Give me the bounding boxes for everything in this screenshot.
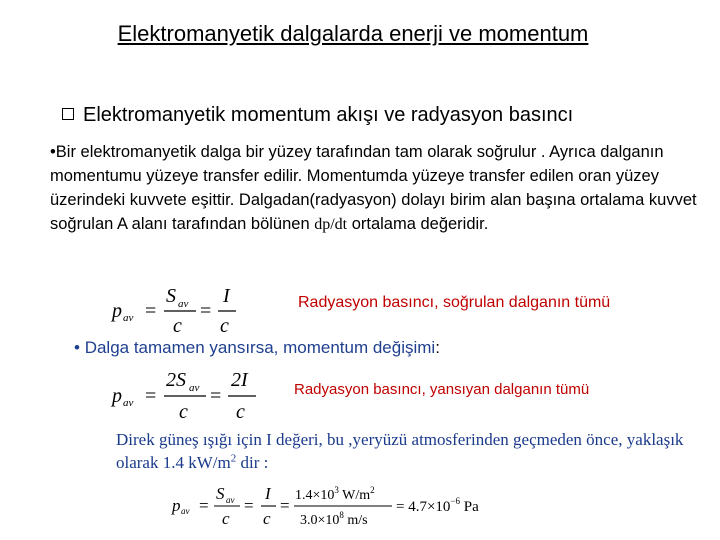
- formula-eq2: =: [210, 385, 222, 407]
- formula-sunlight: [170, 480, 510, 530]
- formula-lhs-sub: av: [123, 312, 134, 324]
- formula-den1: c: [222, 509, 230, 528]
- paragraph-text: Bir elektromanyetik dalga bir yüzey tarafından tam olarak soğrulur . Ayrıca dalganın momentumu yüzeye transfer edilir. Momentumda yüzeye transfer edilen oran yüzey üzerindeki kuvvete eşittir. Dalgadan(radyasyon) dolayı birim alan başına ortalama kuvvet soğrulan A alanı tarafından bölünen: [50, 143, 697, 233]
- formula-reflected: [110, 366, 260, 424]
- formula-num2: 2I: [231, 369, 248, 391]
- paragraph-math: dp/dt: [314, 216, 348, 233]
- formula-lhs-sub: av: [123, 397, 134, 409]
- formula-den3: $3.0\times 10^8$ m/s: [300, 510, 368, 528]
- formula-num1-sub: av: [178, 298, 189, 310]
- formula-absorbed: [110, 282, 240, 338]
- section-heading: [62, 104, 573, 127]
- checkbox-bullet-icon: [62, 108, 74, 120]
- formula-eq3: =: [280, 496, 290, 515]
- formula-num2: I: [223, 285, 230, 307]
- bullet-glyph: •: [74, 338, 80, 357]
- formula-den1: c: [173, 315, 182, 337]
- bullet-reflected: [74, 338, 440, 358]
- formula-den2: c: [220, 315, 229, 337]
- formula-num1-sub: av: [189, 382, 200, 394]
- sunlight-text-end: dir :: [236, 453, 269, 472]
- bullet-reflected-colon: :: [435, 338, 440, 357]
- formula-lhs: p: [112, 385, 122, 407]
- formula-den2: c: [236, 401, 245, 423]
- formula-eq: =: [145, 385, 157, 407]
- formula-num2: I: [265, 484, 271, 503]
- section-heading-text: Elektromanyetik momentum akışı ve radyasyon basıncı: [83, 104, 574, 126]
- formula-eq2: =: [200, 300, 212, 322]
- formula-eq2: =: [244, 496, 254, 515]
- paragraph-text-end: ortalama değeridir.: [347, 215, 489, 233]
- note-absorbed: Radyasyon basıncı, soğrulan dalganın tümü: [298, 294, 611, 311]
- formula-num1: 2S: [166, 369, 186, 391]
- formula-result: = $4.7\times 10^{-6}$ Pa: [396, 496, 479, 515]
- formula-den1: c: [179, 401, 188, 423]
- formula-lhs-sub: av: [181, 506, 190, 516]
- formula-eq: =: [199, 496, 209, 515]
- formula-eq: =: [145, 300, 157, 322]
- note-reflected: Radyasyon basıncı, yansıyan dalganın tümü: [294, 381, 590, 398]
- sunlight-paragraph: [116, 428, 716, 474]
- body-paragraph: [50, 140, 718, 237]
- bullet-reflected-text: Dalga tamamen yansırsa, momentum değişimi: [84, 338, 436, 357]
- formula-lhs: p: [112, 300, 122, 322]
- formula-num1: S: [216, 484, 225, 503]
- page-title: Elektromanyetik dalgalarda enerji ve momentum: [117, 21, 589, 46]
- formula-den2: c: [263, 509, 271, 528]
- formula-num1-sub: av: [226, 495, 235, 505]
- sunlight-unit-exponent: 2: [230, 452, 237, 465]
- bullet-glyph: •: [50, 143, 56, 161]
- formula-lhs: p: [172, 496, 181, 515]
- formula-num1: S: [166, 285, 176, 307]
- sunlight-text: Direk güneş ışığı için I değeri, bu ,yeryüzü atmosferinden geçmeden önce, yaklaşık olarak 1.4 kW/m: [116, 430, 684, 472]
- formula-num3: $1.4\times 10^3$ $W/m^2$: [295, 485, 375, 503]
